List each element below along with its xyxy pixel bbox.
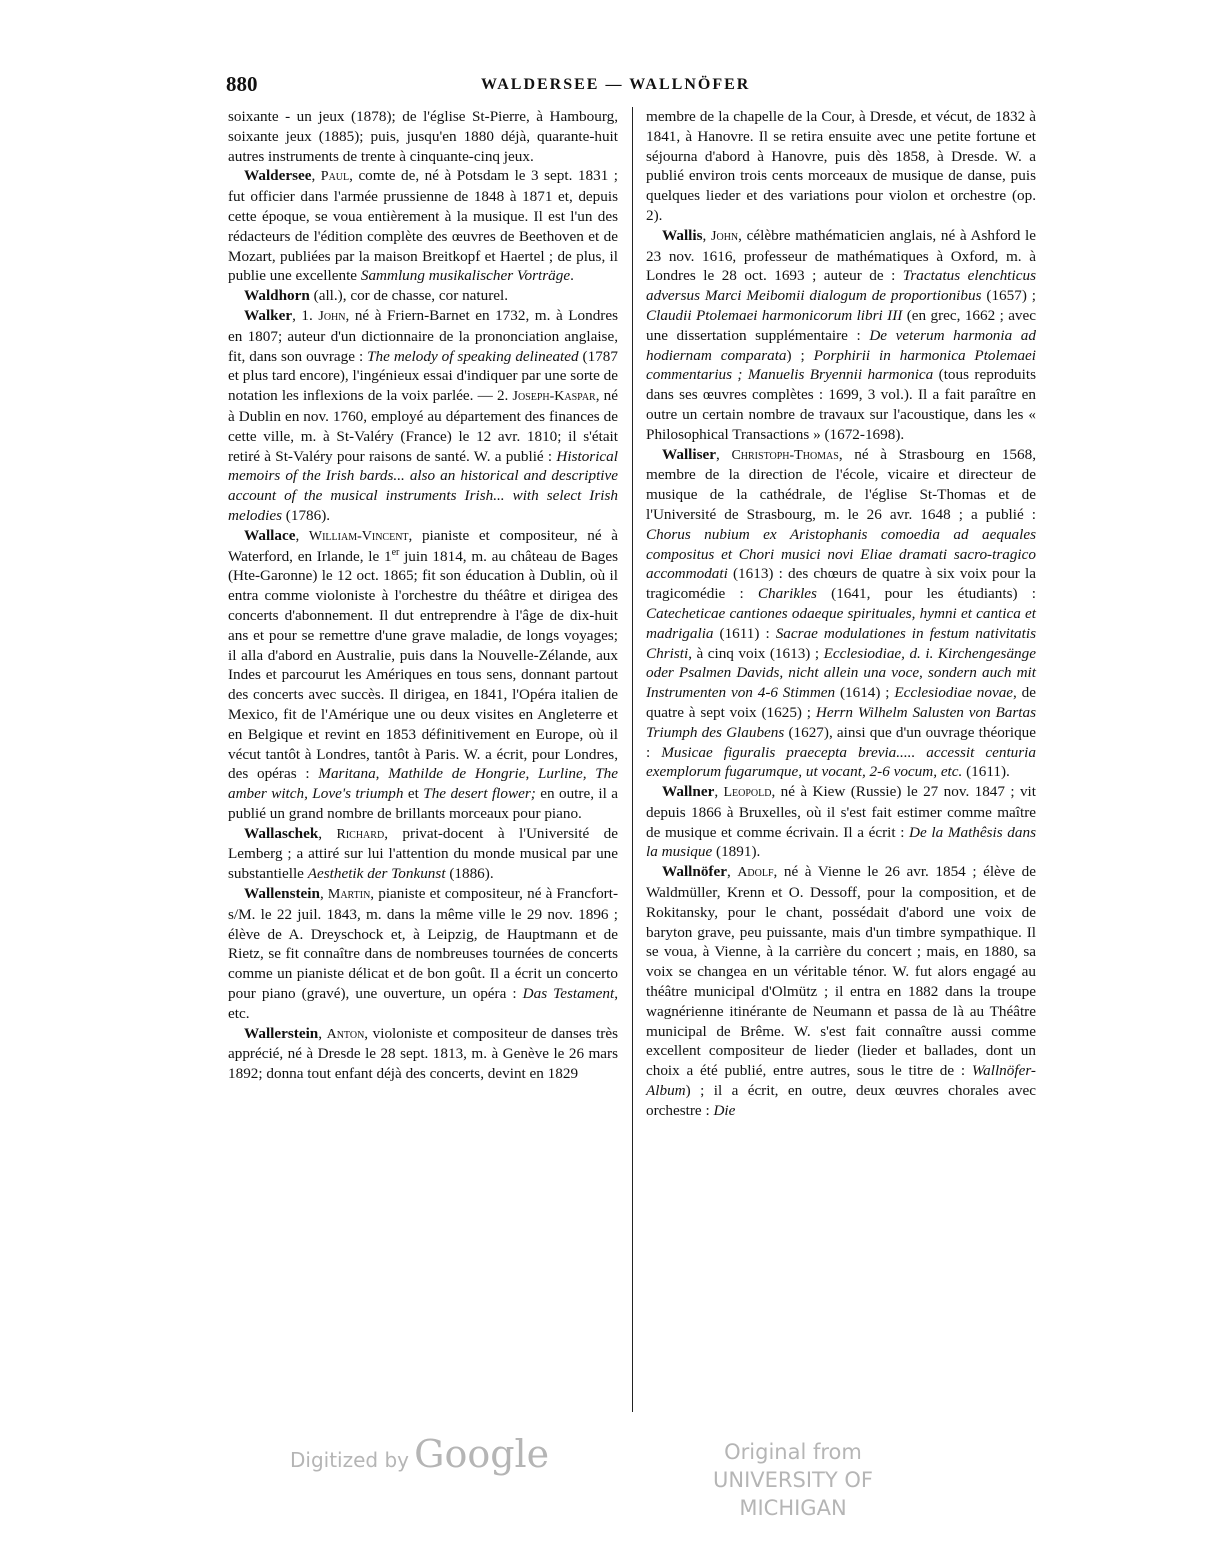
source-watermark: Original from UNIVERSITY OF MICHIGAN xyxy=(713,1440,873,1520)
given-name: Christoph-Thomas xyxy=(731,447,839,463)
entry-wallaschek: Wallaschek, Richard, privat-docent à l'Université de Lemberg ; a attiré sur lui l'attention du monde musical par une substantielle Aesthetik der Tonkunst (1886). xyxy=(228,824,618,883)
work-title: Aesthetik der Tonkunst xyxy=(307,865,446,883)
entry-waldersee: Waldersee, Paul, comte de, né à Potsdam le 3 sept. 1831 ; fut officier dans l'armée prussienne de 1848 à 1871 et, depuis cette époque, se voua entièrement à la musique. Il est l'un des rédacteurs de l'édition complète des œuvres de Beethoven et de Mozart, publiées par la maison Breitkopf et Haertel ; de plus, il publie une excellente Sammlung musikalischer Vorträge. xyxy=(228,167,619,285)
work-title: Ecclesiodiae, d. i. Kirchengesänge oder Psalmen Davids, nicht allein una voce, sondern auch mit Instrumenten von 4-6 Stimmen xyxy=(646,644,1036,702)
work-title: Sacrae modulationes in festum nativitatis Christi xyxy=(646,624,1036,662)
work-title: Charikles xyxy=(757,585,817,603)
work-title: Das Testament xyxy=(522,985,615,1003)
work-title: Historical memoirs of the Irish bards... also an historical and descriptive account of the musical instruments Irish... with select Irish melodies xyxy=(228,447,618,524)
google-logo: Google xyxy=(414,1432,550,1476)
work-title: De veterum harmonia ad hodiernam comparata xyxy=(646,326,1036,364)
work-title: The melody of speaking delineated xyxy=(367,347,579,365)
running-head: WALDERSEE — WALLNÖFER xyxy=(481,76,751,93)
entry-wallace: Wallace, William-Vincent, pianiste et compositeur, né à Waterford, en Irlande, le 1er juin 1814, m. au château de Bages (Hte-Garonne) le 12 oct. 1865; fit son éducation à Dublin, où il entra comme violoniste à l'orchestre du théâtre et dirigea des concerts d'abonnement. Il dut entreprendre à l'âge de dix-huit ans et pour se remettre d'une grave maladie, de longs voyages; il alla d'abord en Australie, puis dans la Nouvelle-Zélande, aux Indes et parcourut les Amériques en tous sens, donnant partout des concerts avec succès. Il dirigea, en 1841, l'Opéra italien de Mexico, fit de l'Amérique une ou deux visites en Angleterre et en Belgique et revint en 1853 définitivement en Europe, où il vécut tantôt à Londres, tantôt à Paris. W. a écrit, pour Londres, des opéras : Maritana, Mathilde de Hongrie, Lurline, The amber witch, Love's triumph et The desert flower; en outre, il a publié un grand nombre de brillants morceaux pour piano. xyxy=(228,526,618,822)
work-title: Chorus nubium ex Aristophanis comoedia ad aequales compositus et Chori musici novi Eliae dramati sacro-tragico accommodati xyxy=(646,525,1036,583)
page-header xyxy=(226,72,1046,102)
entry-wallnofer: Wallnöfer, Adolf, né à Vienne le 26 avr. 1854 ; élève de Waldmüller, Krenn et O. Dessoff, pour la composition, et de Rokitansky, pour le chant, possédait d'abord une voix de baryton grave, peu puissante, mais d'un timbre sympathique. Il se voua, à Vienne, à la carrière du concert ; mais, en 1880, sa voix se changea en un véritable ténor. W. fut alors engagé au théâtre municipal d'Olmütz ; il entra en 1882 dans la troupe wagnérienne itinérante de Neumann et passa de là au Théâtre municipal de Brême. W. s'est fait connaître aussi comme excellent compositeur de lieder (lieder et ballades, dont un choix a été publié, entre autres, sous le titre de : Wallnöfer-Album) ; il a écrit, en outre, deux œuvres chorales avec orchestre : Die xyxy=(646,863,1036,1119)
headword: Waldersee xyxy=(244,167,312,185)
page-number: 880 xyxy=(226,72,258,96)
work-title: De la Mathêsis dans la musique xyxy=(646,823,1036,861)
given-name: Paul xyxy=(320,169,350,185)
work-title: Tractatus elenchticus adversus Marci Meibomii dialogum de proportionibus xyxy=(646,267,1036,305)
given-name: John xyxy=(711,228,739,244)
work-title: The desert flower; xyxy=(423,785,536,803)
given-name: Adolf xyxy=(737,865,774,881)
work-title: Sammlung musikalischer Vorträge xyxy=(360,267,571,285)
given-name: William-Vincent xyxy=(308,528,409,544)
headword: Walker xyxy=(244,306,293,324)
work-title: Wallnöfer-Album xyxy=(646,1062,1036,1100)
work-title: Musicae figuralis praecepta brevia..... accessit centuria exemplorum fugarumque, ut vocant, 2-6 vocum, etc. xyxy=(646,743,1036,781)
headword: Wallace xyxy=(244,526,296,544)
left-column xyxy=(228,107,618,1084)
entry-wallenstein: Wallenstein, Martin, pianiste et compositeur, né à Francfort-s/M. le 22 juil. 1843, m. dans la même ville le 29 nov. 1896 ; élève de A. Dreyschock et, à Leipzig, de Hauptmann et de Rietz, se fit connaître dans de nombreuses tournées de concerts comme un pianiste délicat et de bon goût. Il a écrit un concerto pour piano (gravé), une ouverture, un opéra : Das Testament, etc. xyxy=(228,885,619,1022)
column-divider xyxy=(632,107,633,1412)
headword: Wallenstein xyxy=(244,885,320,903)
headword: Wallerstein xyxy=(244,1024,319,1042)
work-title: Claudii Ptolemaei harmonicorum libri III xyxy=(646,306,903,324)
work-title: Ecclesiodiae novae xyxy=(894,684,1014,702)
headword: Walliser xyxy=(662,445,716,463)
entry-walliser: Walliser, Christoph-Thomas, né à Strasbourg en 1568, membre de la direction de l'école, vicaire et directeur de musique de la cathédrale, de l'église St-Thomas et de l'Université de Strasbourg, m. le 26 avr. 1648 ; a publié : Chorus nubium ex Aristophanis comoedia ad aequales compositus et Chori musici novi Eliae dramati sacro-tragico accommodati (1613) : des chœurs de quatre à six voix pour la tragicomédie : Charikles (1641, pour les étudiants) : Catecheticae cantiones odaeque spirituales, hymni et cantica et madrigalia (1611) : Sacrae modulationes in festum nativitatis Christi, à cinq voix (1613) ; Ecclesiodiae, d. i. Kirchengesänge oder Psalmen Davids, nicht allein una voce, sondern auch mit Instrumenten von 4-6 Stimmen (1614) ; Ecclesiodiae novae, de quatre à sept voix (1625) ; Herrn Wilhelm Salusten von Bartas Triumph des Glaubens (1627), ainsi que d'un ouvrage théorique : Musicae figuralis praecepta brevia..... accessit centuria exemplorum fugarumque, ut vocant, 2-6 vocum, etc. (1611). xyxy=(646,445,1037,781)
entry-wallis: Wallis, John, célèbre mathématicien anglais, né à Ashford le 23 nov. 1616, professeur de mathématiques à Oxford, m. à Londres le 28 oct. 1693 ; auteur de : Tractatus elenchticus adversus Marci Meibomii dialogum de proportionibus (1657) ; Claudii Ptolemaei harmonicorum libri III (en grec, 1662 ; avec une dissertation supplémentaire : De veterum harmonia ad hodiernam comparata) ; Porphirii in harmonica Ptolemaei commentarius ; Manuelis Bryennii harmonica (tous reproduits dans ses œuvres complètes : 1699, 3 vol.). Il a fait paraître en outre un certain nombre de travaux sur l'acoustique, dans les « Philosophical Transactions » (1672-1698). xyxy=(646,226,1037,443)
headword: Wallaschek xyxy=(244,824,319,842)
given-name: John xyxy=(318,308,346,324)
work-title: Porphirii in harmonica Ptolemaei commentarius ; Manuelis Bryennii harmonica xyxy=(646,346,1037,384)
headword: Wallis xyxy=(662,226,703,244)
headword: Wallnöfer xyxy=(662,863,727,881)
given-name: Anton xyxy=(326,1026,365,1042)
entry-walker: Walker, 1. John, né à Friern-Barnet en 1732, m. à Londres en 1807; auteur d'un dictionnaire de la prononciation anglaise, fit, dans son ouvrage : The melody of speaking delineated (1787 et plus tard encore), l'ingénieux essai d'indiquer par une sorte de notation les inflexions de la voix parlée. — 2. Joseph-Kaspar, né à Dublin en nov. 1760, employé au département des finances de cette ville, m. à St-Valéry (France) le 12 avr. 1810; il s'était retiré à St-Valéry pour raisons de santé. W. a publié : Historical memoirs of the Irish bards... also an historical and descriptive account of the musical instruments Irish... with select Irish melodies (1786). xyxy=(228,306,619,524)
entry-waldhorn: Waldhorn (all.), cor de chasse, cor naturel. xyxy=(244,287,509,305)
entry-wallerstein: Wallerstein, Anton, violoniste et compositeur de danses très apprécié, né à Dresde le 28 sept. 1813, m. à Genève le 26 mars 1892; donna tout enfant déjà des concerts, devint en 1829 xyxy=(228,1024,619,1083)
digitized-by-watermark: Digitized by Google xyxy=(290,1432,550,1476)
entry-continuation: soixante - un jeux (1878); de l'église St-Pierre, à Hambourg, soixante jeux (1885); puis, jusqu'en 1880 déjà, quarante-huit autres instruments de trente à cinquante-cinq jeux. xyxy=(228,108,618,165)
entry-continuation: membre de la chapelle de la Cour, à Dresde, et vécut, de 1832 à 1841, à Hanovre. Il se retira ensuite avec une petite fortune et séjourna d'abord à Hanovre, puis dès 1858, à Dresde. W. a publié environ trois cents morceaux de musique de danse, puis quelques lieder et des variations pour violon et orchestre (op. 2). xyxy=(646,108,1036,224)
work-title: Maritana, Mathilde de Hongrie, Lurline, The amber witch, Love's triumph xyxy=(228,765,618,803)
entry-wallner: Wallner, Leopold, né à Kiew (Russie) le 27 nov. 1847 ; vit depuis 1866 à Bruxelles, où il s'est fait estimer comme maître de musique et comme écrivain. Il a écrit : De la Mathêsis dans la musique (1891). xyxy=(646,783,1036,861)
given-name: Leopold xyxy=(723,785,772,801)
given-name: Martin xyxy=(327,887,371,903)
work-title: Herrn Wilhelm Salusten von Bartas Triumph des Glaubens xyxy=(646,703,1037,741)
headword: Wallner xyxy=(662,783,715,801)
work-title: Catecheticae cantiones odaeque spirituales, hymni et cantica et madrigalia xyxy=(646,604,1036,642)
given-name: Joseph-Kaspar xyxy=(512,389,596,405)
work-title: Die xyxy=(713,1101,736,1119)
right-column xyxy=(646,107,1036,1121)
headword: Waldhorn xyxy=(244,287,310,305)
given-name: Richard xyxy=(336,826,385,842)
